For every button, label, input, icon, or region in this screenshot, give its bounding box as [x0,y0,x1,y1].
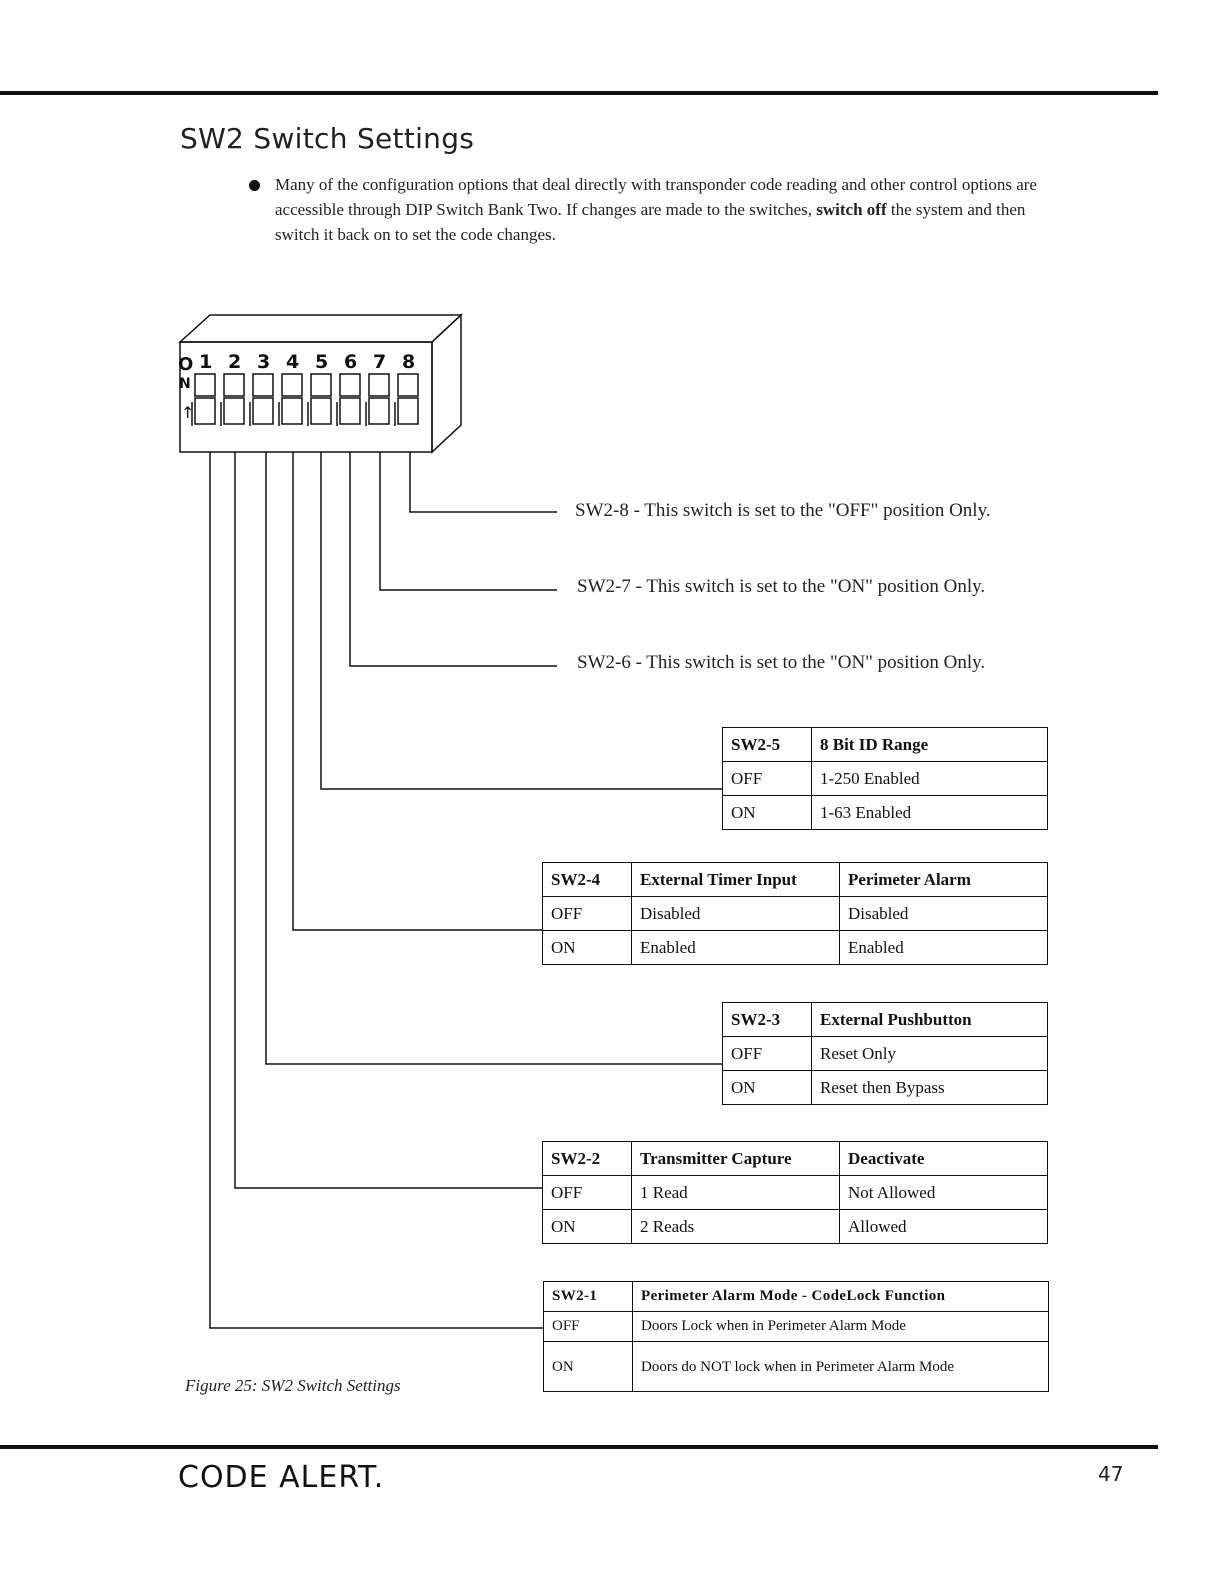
table-cell: External Timer Input [632,863,840,897]
dip-switch-1-slot [195,374,215,396]
table-sw2-4 [542,862,1048,965]
table-cell: SW2-1 [544,1282,633,1312]
table-cell: ON [723,796,812,830]
table-cell: Enabled [840,931,1048,965]
table-header-row [723,1003,1048,1037]
dip-switch-6-toggle [340,398,360,424]
table-row [543,1176,1048,1210]
dip-switch-1-toggle [195,398,215,424]
table-header-row [543,863,1048,897]
table-header-row [723,728,1048,762]
table-row [723,1037,1048,1071]
table-row [544,1312,1049,1342]
table-row [543,1210,1048,1244]
dip-number-1: 1 [199,351,213,373]
dip-number-4: 4 [286,351,300,373]
dip-number-3: 3 [257,351,271,373]
table-cell: SW2-4 [543,863,632,897]
note-sw2-7: SW2-7 - This switch is set to the "ON" position Only. [577,576,986,597]
table-cell: ON [723,1071,812,1105]
table-cell: 1 Read [632,1176,840,1210]
page-number: 47 [1098,1462,1124,1486]
table-cell: 1-250 Enabled [812,762,1048,796]
table-cell: Perimeter Alarm Mode - CodeLock Function [633,1282,1049,1312]
table-cell: ON [543,931,632,965]
table-sw2-5 [722,727,1048,830]
table-sw2-1 [543,1281,1049,1392]
dip-switch-7-slot [369,374,389,396]
dip-number-5: 5 [315,351,329,373]
table-cell: Allowed [840,1210,1048,1244]
dip-switch-3-toggle [253,398,273,424]
dip-switch-5-slot [311,374,331,396]
table-cell: SW2-2 [543,1142,632,1176]
dip-switch-8-slot [398,374,418,396]
intro-text-end: the system and then switch it back on to set the code changes. [275,200,1026,244]
connector-sw2-3 [266,452,723,1064]
note-sw2-8: SW2-8 - This switch is set to the "OFF" position Only. [575,500,991,521]
table-row [723,762,1048,796]
dip-number-7: 7 [373,351,387,373]
dip-number-8: 8 [402,351,416,373]
connector-sw2-7 [380,452,557,590]
dip-switch-7-toggle [369,398,389,424]
table-cell: Doors do NOT lock when in Perimeter Alarm Mode [633,1342,1049,1392]
table-cell: 2 Reads [632,1210,840,1244]
dip-switch-2-toggle [224,398,244,424]
table-sw2-2 [542,1141,1048,1244]
table-header-row [544,1282,1049,1312]
table-row [723,796,1048,830]
table-cell: ON [544,1342,633,1392]
connector-sw2-4 [293,452,543,930]
intro-text: Many of the configuration options that deal directly with transponder code reading and other control options are accessible through DIP Switch Bank Two. If changes are made to the switches, [275,175,1037,219]
connector-sw2-8 [410,452,557,512]
dip-switch-housing [180,315,461,452]
bottom-rule [0,1445,1158,1449]
table-cell: 1-63 Enabled [812,796,1048,830]
intro-bold: switch off [816,200,887,219]
dip-on-label-o: O [178,354,194,375]
dip-arrow-icon: ↑ [181,403,195,422]
section-heading: SW2 Switch Settings [180,122,475,155]
table-cell: Doors Lock when in Perimeter Alarm Mode [633,1312,1049,1342]
table-cell: External Pushbutton [812,1003,1048,1037]
table-sw2-3 [722,1002,1048,1105]
table-row [723,1071,1048,1105]
table-row [543,897,1048,931]
connector-sw2-2 [235,452,543,1188]
table-cell: SW2-5 [723,728,812,762]
table-cell: Deactivate [840,1142,1048,1176]
table-row [543,931,1048,965]
table-cell: OFF [543,897,632,931]
dip-switch-3-slot [253,374,273,396]
table-header-row [543,1142,1048,1176]
table-cell: OFF [543,1176,632,1210]
dip-number-2: 2 [228,351,242,373]
dip-switch-4-slot [282,374,302,396]
table-cell: Enabled [632,931,840,965]
table-cell: Disabled [840,897,1048,931]
table-cell: Perimeter Alarm [840,863,1048,897]
table-cell: Disabled [632,897,840,931]
table-row [544,1342,1049,1392]
table-cell: Reset Only [812,1037,1048,1071]
table-cell: SW2-3 [723,1003,812,1037]
note-sw2-6: SW2-6 - This switch is set to the "ON" position Only. [577,652,986,673]
table-cell: Not Allowed [840,1176,1048,1210]
connector-sw2-6 [350,452,557,666]
table-cell: OFF [544,1312,633,1342]
dip-on-label-n: N [179,376,191,392]
brand-logo: CODE ALERT. [178,1460,385,1495]
table-cell: ON [543,1210,632,1244]
table-cell: Reset then Bypass [812,1071,1048,1105]
dip-switch-2-slot [224,374,244,396]
dip-switch-8-toggle [398,398,418,424]
dip-number-6: 6 [344,351,358,373]
table-cell: Transmitter Capture [632,1142,840,1176]
dip-switch-5-toggle [311,398,331,424]
table-cell: 8 Bit ID Range [812,728,1048,762]
figure-caption: Figure 25: SW2 Switch Settings [185,1376,401,1395]
table-cell: OFF [723,1037,812,1071]
table-cell: OFF [723,762,812,796]
dip-switch-4-toggle [282,398,302,424]
dip-switch-6-slot [340,374,360,396]
connector-sw2-1 [210,452,543,1328]
